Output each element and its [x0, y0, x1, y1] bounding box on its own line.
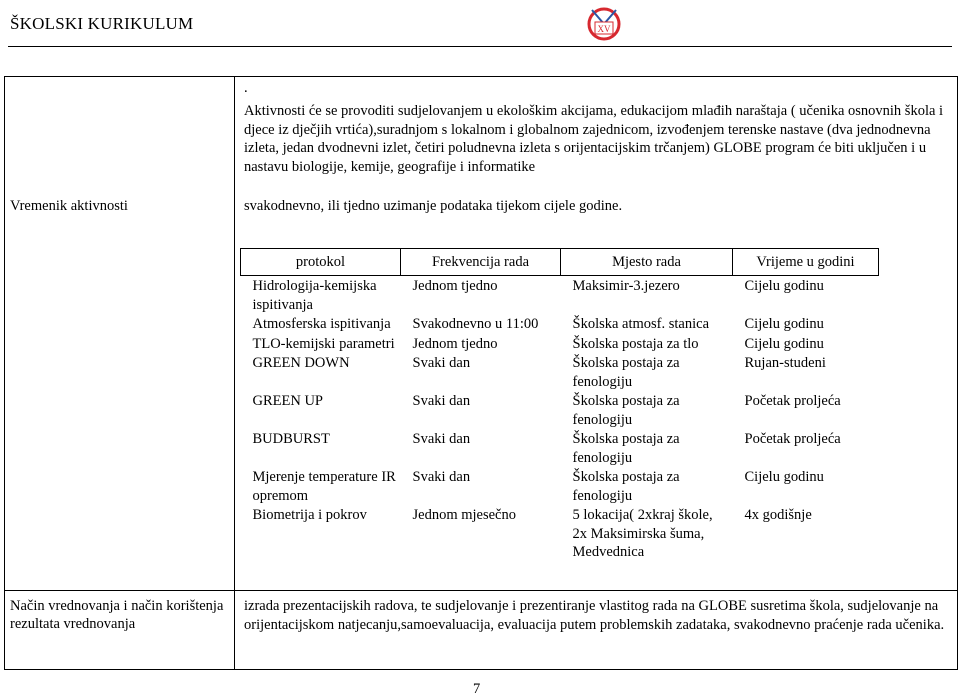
protocol-cell: GREEN DOWN: [252, 355, 350, 371]
time-cell: Cijelu godinu: [744, 335, 824, 352]
time-cell: Početak proljeća: [744, 431, 841, 447]
time-cell: Početak proljeća: [744, 393, 841, 409]
protocol-cell: Mjerenje temperature IR opremom: [252, 469, 396, 504]
table-row: [241, 505, 879, 562]
protocol-table: [240, 248, 879, 562]
school-logo-icon: [582, 4, 626, 44]
protocol-cell: Atmosferska ispitivanja: [252, 316, 391, 332]
column-header-location: Mjesto rada: [561, 249, 733, 276]
location-cell: Školska postaja za fenologiju: [572, 469, 680, 504]
location-cell: Školska postaja za fenologiju: [572, 355, 680, 390]
time-cell: 4x godišnje: [744, 507, 812, 523]
location-cell: 5 lokacija( 2xkraj škole, 2x Maksimirska šuma, Medvednica: [572, 507, 713, 560]
school-logo-text: XV: [597, 24, 611, 34]
document-header-title: ŠKOLSKI KURIKULUM: [10, 14, 194, 33]
frequency-cell: Svaki dan: [412, 393, 471, 409]
table-row: [241, 391, 879, 429]
location-cell: Školska postaja za fenologiju: [572, 393, 680, 428]
frequency-cell: Svaki dan: [412, 469, 471, 485]
frequency-cell: Svakodnevno u 11:00: [412, 316, 539, 332]
time-cell: Rujan-studeni: [744, 355, 826, 371]
evaluation-label: Način vrednovanja i način korištenja rezultata vrednovanja: [10, 598, 224, 632]
table-row: [241, 276, 879, 315]
column-divider: [234, 76, 235, 670]
time-cell: Cijelu godinu: [744, 278, 824, 294]
evaluation-text: izrada prezentacijskih radova, te sudjelovanje i prezentiranje vlastitog rada na GLOBE susretima škola, sudjelovanje na orijentacijskom natjecanju,samoevaluacija, evaluacija putem problemskih zadataka, svakodnevno praćenje rada učenika.: [244, 598, 945, 633]
frequency-cell: Jednom tjedno: [412, 278, 498, 294]
location-cell: Školska postaja za fenologiju: [572, 431, 680, 466]
location-cell: Maksimir-3.jezero: [572, 278, 680, 294]
frequency-cell: Svaki dan: [412, 431, 471, 447]
schedule-label: Vremenik aktivnosti: [10, 198, 128, 214]
protocol-cell: TLO-kemijski parametri: [252, 335, 395, 352]
protocol-cell: Hidrologija-kemijska ispitivanja: [252, 278, 377, 313]
column-header-frequency: Frekvencija rada: [401, 249, 561, 276]
schedule-text: svakodnevno, ili tjedno uzimanje podataka tijekom cijele godine.: [244, 198, 623, 214]
frequency-cell: Jednom mjesečno: [412, 507, 516, 523]
protocol-cell: GREEN UP: [252, 393, 323, 409]
protocol-cell: Biometrija i pokrov: [252, 507, 367, 523]
location-cell: Školska postaja za tlo: [572, 335, 699, 352]
row-divider: [4, 590, 958, 591]
protocol-table-header: [241, 249, 879, 276]
page-number: 7: [473, 681, 481, 697]
header-divider: [8, 46, 952, 47]
location-cell: Školska atmosf. stanica: [572, 316, 710, 332]
table-row: [241, 467, 879, 505]
column-header-protocol: protokol: [241, 249, 401, 276]
table-row: [241, 353, 879, 391]
frequency-cell: Svaki dan: [412, 355, 471, 371]
time-cell: Cijelu godinu: [744, 316, 824, 332]
time-cell: Cijelu godinu: [744, 469, 824, 485]
table-row: [241, 429, 879, 467]
protocol-cell: BUDBURST: [252, 431, 330, 447]
frequency-cell: Jednom tjedno: [412, 335, 498, 352]
activities-description: Aktivnosti će se provoditi sudjelovanjem u ekološkim akcijama, edukacijom mlađih naraštaja ( učenika osnovnih škola i djece iz dječjih vrtića),suradnjom s lokalnom i globalnom zajednicom, izvođenjem terenske nastave (dva jednodnevna izleta, jedan dvodnevni izlet, četiri poludnevna izleta s orijentacijskim trčanjem) GLOBE program će biti uključen i u nastavu biologije, kemije, geografije i informatike: [244, 103, 944, 175]
intro-dot: .: [244, 80, 248, 96]
column-header-time: Vrijeme u godini: [733, 249, 879, 276]
table-row: [241, 314, 879, 334]
table-row: [241, 334, 879, 354]
